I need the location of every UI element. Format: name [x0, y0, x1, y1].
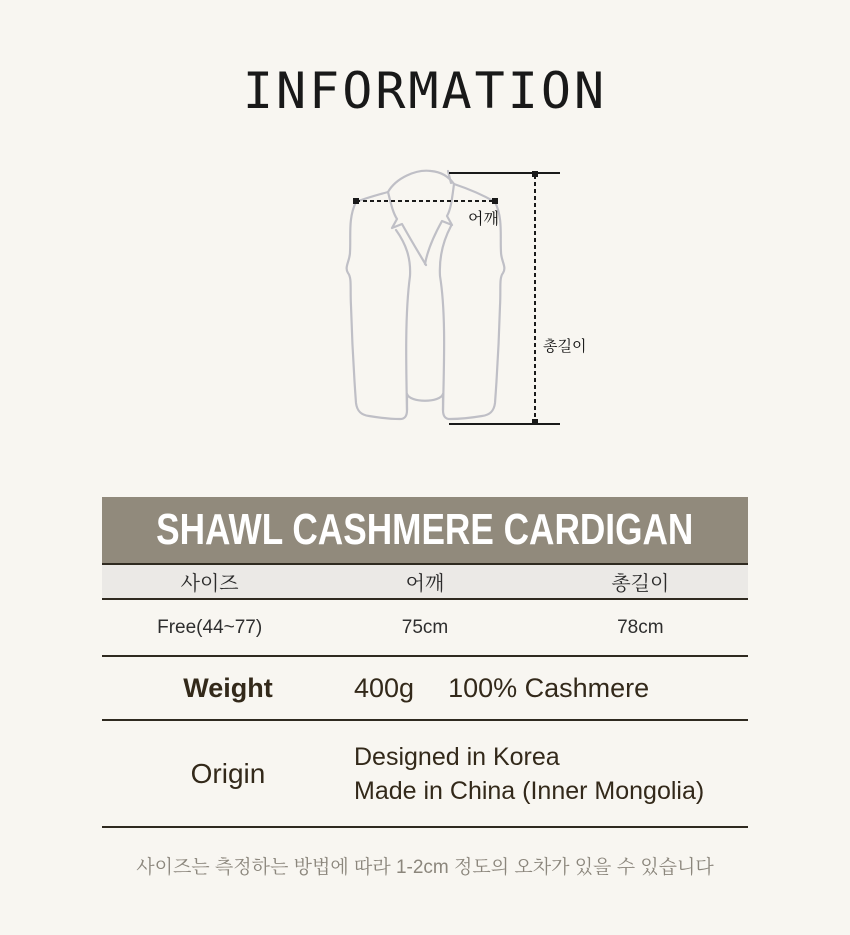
shoulder-measure [353, 198, 499, 228]
spec-table [102, 497, 748, 828]
vest-back-collar [388, 171, 454, 192]
vest-right-lapel [425, 184, 454, 264]
weight-values [354, 673, 649, 704]
weight-row [102, 657, 748, 721]
shoulder-value: 75cm [401, 616, 449, 638]
origin-line-made: Made in China (Inner Mongolia) [354, 776, 705, 805]
length-measure-endpoint-top [532, 171, 538, 177]
vest-back-hem [407, 394, 443, 401]
origin-row [102, 721, 748, 828]
size-value-row [102, 600, 748, 657]
length-value: 78cm [617, 616, 664, 638]
origin-label: Origin [190, 757, 266, 789]
vest-sketch [330, 158, 610, 438]
vest-right-shoulder [454, 184, 495, 202]
vest-outline [347, 171, 505, 419]
column-header-size: 사이즈 [180, 573, 239, 595]
vest-right-front-edge [440, 226, 451, 410]
column-header-length: 총길이 [611, 573, 670, 595]
column-header-row [102, 565, 748, 600]
material-value: 100% Cashmere [448, 672, 650, 703]
shoulder-measure-endpoint-right [492, 198, 498, 204]
page-title: INFORMATION [242, 62, 608, 120]
size-disclaimer: 사이즈는 측정하는 방법에 따라 1-2cm 정도의 오차가 있을 수 있습니다 [136, 857, 714, 878]
shoulder-measure-label: 어깨 [468, 211, 499, 228]
shoulder-measure-endpoint-left [353, 198, 359, 204]
column-header-shoulder: 어깨 [405, 573, 445, 595]
length-measure-label: 총길이 [543, 338, 587, 355]
origin-line-designed: Designed in Korea [354, 742, 560, 771]
weight-value: 400g [354, 672, 415, 703]
weight-label: Weight [183, 672, 273, 703]
origin-values [354, 740, 704, 808]
size-diagram [330, 158, 610, 438]
length-measure [449, 171, 586, 425]
product-title: SHAWL CASHMERE CARDIGAN [156, 505, 694, 554]
product-title-bar [102, 497, 748, 565]
vest-left-front-edge [396, 230, 410, 410]
size-value: Free(44~77) [157, 616, 263, 638]
length-measure-endpoint-bottom [532, 419, 538, 425]
vest-right-body [443, 202, 504, 419]
